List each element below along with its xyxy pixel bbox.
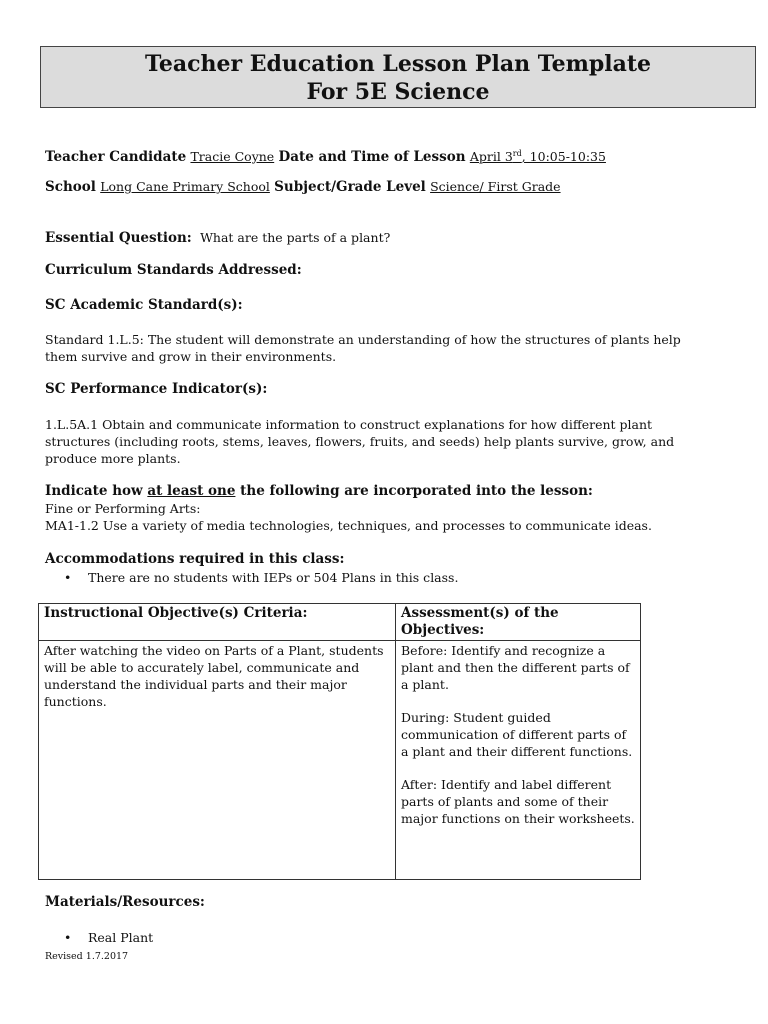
revised-footer: Revised 1.7.2017 xyxy=(45,951,129,962)
document-title-line2: For 5E Science xyxy=(306,79,490,105)
incorporated-underlined: at least one xyxy=(147,483,236,499)
assessment-cell xyxy=(396,641,641,880)
accommodations-bullet-text: There are no students with IEPs or 504 Plans in this class. xyxy=(88,570,459,585)
performance-heading: SC Performance Indicator(s): xyxy=(45,381,268,397)
teacher-label: Teacher Candidate xyxy=(45,149,187,166)
document-title-box xyxy=(40,46,756,108)
academic-standard-text: Standard 1.L.5: The student will demonstrate an understanding of how the structures of plants help them survive and grow in their environments. xyxy=(45,332,681,364)
assessment-during: During: Student guided communication of different parts of a plant and their different functions. xyxy=(401,710,633,759)
curriculum-heading: Curriculum Standards Addressed: xyxy=(45,262,302,278)
subject-value: Science/ First Grade xyxy=(430,179,561,194)
school-value: Long Cane Primary School xyxy=(100,179,270,194)
objective-criteria-header: Instructional Objective(s) Criteria: xyxy=(39,604,396,641)
materials-bullet-text: Real Plant xyxy=(88,930,154,945)
accommodations-heading: Accommodations required in this class: xyxy=(45,551,345,567)
subject-label: Subject/Grade Level xyxy=(274,179,426,195)
academic-heading: SC Academic Standard(s): xyxy=(45,297,243,313)
teacher-value: Tracie Coyne xyxy=(190,149,275,165)
essential-question xyxy=(45,229,390,247)
objectives-table xyxy=(38,603,641,880)
school-subject-line xyxy=(45,178,561,196)
assessment-header: Assessment(s) of the Objectives: xyxy=(396,604,641,641)
essential-value: What are the parts of a plant? xyxy=(200,230,391,245)
arts-standard-line: MA1-1.2 Use a variety of media technologies, techniques, and processes to communicate ideas. xyxy=(45,518,652,533)
date-value xyxy=(470,149,606,164)
date-value-suffix: rd xyxy=(512,149,522,158)
arts-line: Fine or Performing Arts: xyxy=(45,501,201,516)
teacher-date-line xyxy=(45,145,606,166)
performance-indicator-text: 1.L.5A.1 Obtain and communicate information to construct explanations for how different plant structures (including roots, stems, leaves, flowers, fruits, and seeds) help plants survive, grow, and produce more plants. xyxy=(45,417,675,466)
materials-bullet xyxy=(66,929,153,946)
essential-label: Essential Question: xyxy=(45,230,192,246)
school-label: School xyxy=(45,179,96,195)
objective-cell: After watching the video on Parts of a Plant, students will be able to accurately label, communicate and understand the individual parts and their major functions. xyxy=(39,641,396,880)
table-row xyxy=(39,641,641,880)
date-label: Date and Time of Lesson xyxy=(278,149,466,166)
materials-heading: Materials/Resources: xyxy=(45,894,205,910)
accommodations-bullet xyxy=(66,569,458,586)
incorporated-post: the following are incorporated into the lesson: xyxy=(235,483,593,499)
date-value-time: , 10:05-10:35 xyxy=(521,149,606,165)
document-title-line1: Teacher Education Lesson Plan Template xyxy=(144,51,652,77)
date-value-main: April 3 xyxy=(469,149,513,165)
table-header-row xyxy=(39,604,641,641)
incorporated-pre: Indicate how xyxy=(45,483,148,499)
assessment-before: Before: Identify and recognize a plant and then the different parts of a plant. xyxy=(401,643,630,692)
assessment-after: After: Identify and label different parts of plants and some of their major functions on their worksheets. xyxy=(401,777,635,826)
incorporated-heading xyxy=(45,483,593,500)
